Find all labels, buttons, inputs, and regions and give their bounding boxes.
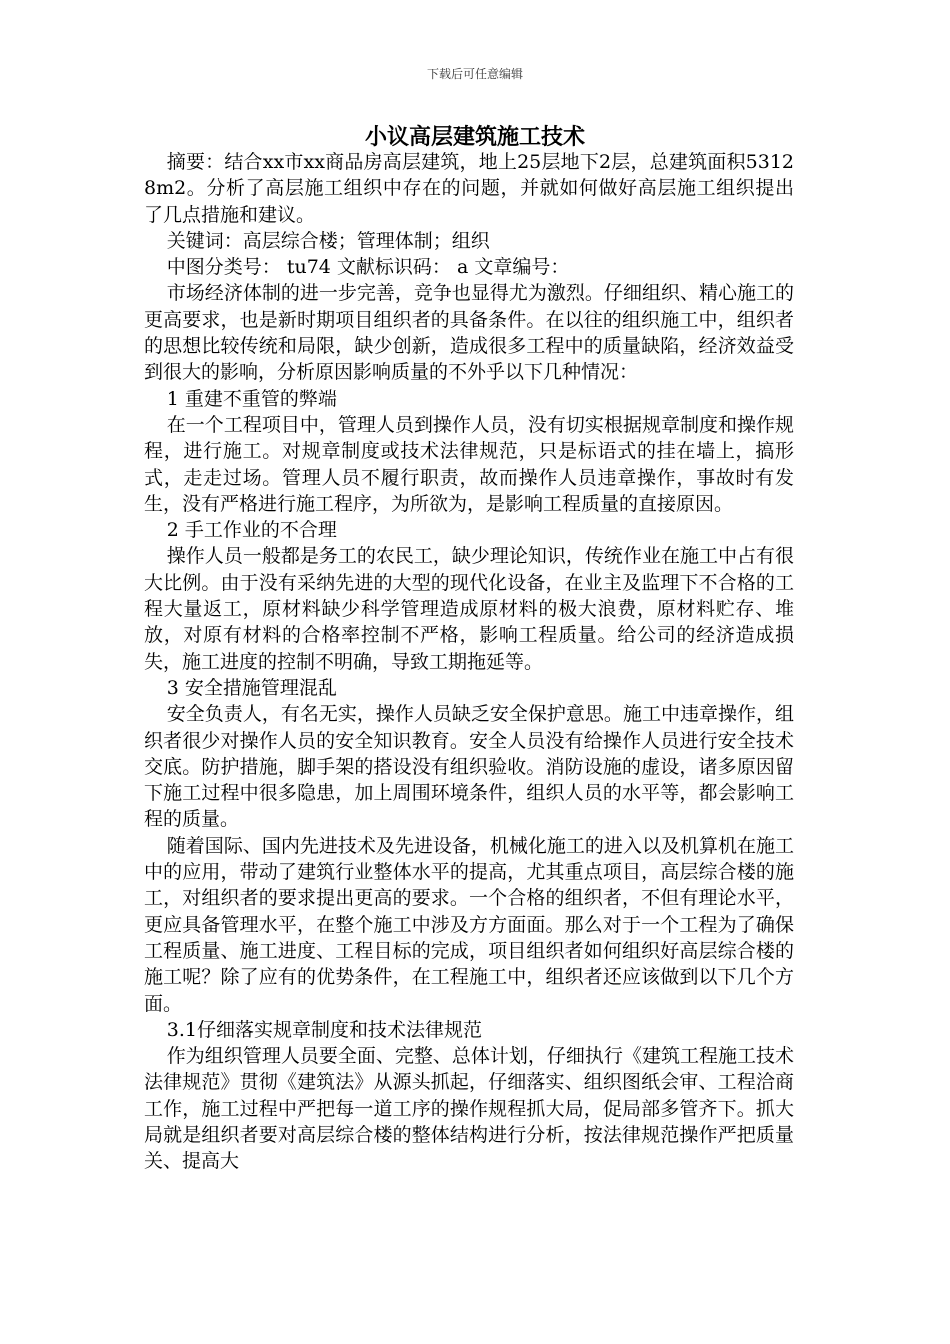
classification-paragraph: 中图分类号： tu74 文献标识码： a 文章编号： <box>166 256 570 279</box>
section-3-paragraph: 安全负责人，有名无实，操作人员缺乏安全保护意思。施工中违章操作，组织者很少对操作人员的安全知识教育。安全人员没有给操作人员进行安全技术交底。防护措施，脚手架的搭设没有组织验收。消防设施的虚设，诸多原因留下施工过程中很多隐患，加上周围环境条件，组织人员的水平等，都会影响工程的质量。 <box>144 703 794 831</box>
section-2-paragraph: 操作人员一般都是务工的农民工，缺少理论知识，传统作业在施工中占有很大比例。由于没有采纳先进的大型的现代化设备，在业主及监理下不合格的工程大量返工，原材料缺少科学管理造成原材料的极大浪费，原材料贮存、堆放，对原有材料的合格率控制不严格，影响工程质量。给公司的经济造成损失，施工进度的控制不明确，导致工期拖延等。 <box>144 545 794 673</box>
subsection-3-1-paragraph: 作为组织管理人员要全面、完整、总体计划，仔细执行《建筑工程施工技术法律规范》贯彻《建筑法》从源头抓起，仔细落实、组织图纸会审、工程洽商工作，施工过程中严把每一道工序的操作规程抓大局，促局部多管齐下。抓大局就是组织者要对高层综合楼的整体结构进行分析，按法律规范操作严把质量关、提高大 <box>144 1045 794 1173</box>
subsection-heading-3-1: 3.1仔细落实规章制度和技术法律规范 <box>166 1018 483 1041</box>
section-heading-1: 1 重建不重管的弊端 <box>166 387 337 410</box>
section-heading-2: 2 手工作业的不合理 <box>166 519 337 542</box>
section-heading-3: 3 安全措施管理混乱 <box>166 676 337 699</box>
document-body <box>144 149 794 1175</box>
keywords-paragraph: 关键词：高层综合楼；管理体制；组织 <box>166 229 490 252</box>
abstract-paragraph: 摘要：结合xx市xx商品房高层建筑，地上25层地下2层，总建筑面积53128m2。分析了高层施工组织中存在的问题，并就如何做好高层施工组织提出了几点措施和建议。 <box>144 151 794 226</box>
intro-paragraph: 市场经济体制的进一步完善，竞争也显得尤为激烈。仔细组织、精心施工的更高要求，也是新时期项目组织者的具备条件。在以往的组织施工中，组织者的思想比较传统和局限，缺少创新，造成很多工程中的质量缺陷，经济效益受到很大的影响，分析原因影响质量的不外乎以下几种情况： <box>144 282 794 384</box>
document-title: 小议高层建筑施工技术 <box>364 124 585 150</box>
discussion-paragraph: 随着国际、国内先进技术及先进设备，机械化施工的进入以及机算机在施工中的应用，带动了建筑行业整体水平的提高，尤其重点项目，高层综合楼的施工，对组织者的要求提出更高的要求。一个合格的组织者，不但有理论水平，更应具备管理水平，在整个施工中涉及方方面面。那么对于一个工程为了确保工程质量、施工进度、工程目标的完成，项目组织者如何组织好高层综合楼的施工呢？除了应有的优势条件，在工程施工中，组织者还应该做到以下几个方面。 <box>144 834 794 1015</box>
section-1-paragraph: 在一个工程项目中，管理人员到操作人员，没有切实根据规章制度和操作规程，进行施工。对规章制度或技术法律规范，只是标语式的挂在墙上，搞形式，走走过场。管理人员不履行职责，故而操作人员违章操作，事故时有发生，没有严格进行施工程序，为所欲为，是影响工程质量的直接原因。 <box>144 413 794 515</box>
page-header-note: 下载后可任意编辑 <box>426 67 523 81</box>
